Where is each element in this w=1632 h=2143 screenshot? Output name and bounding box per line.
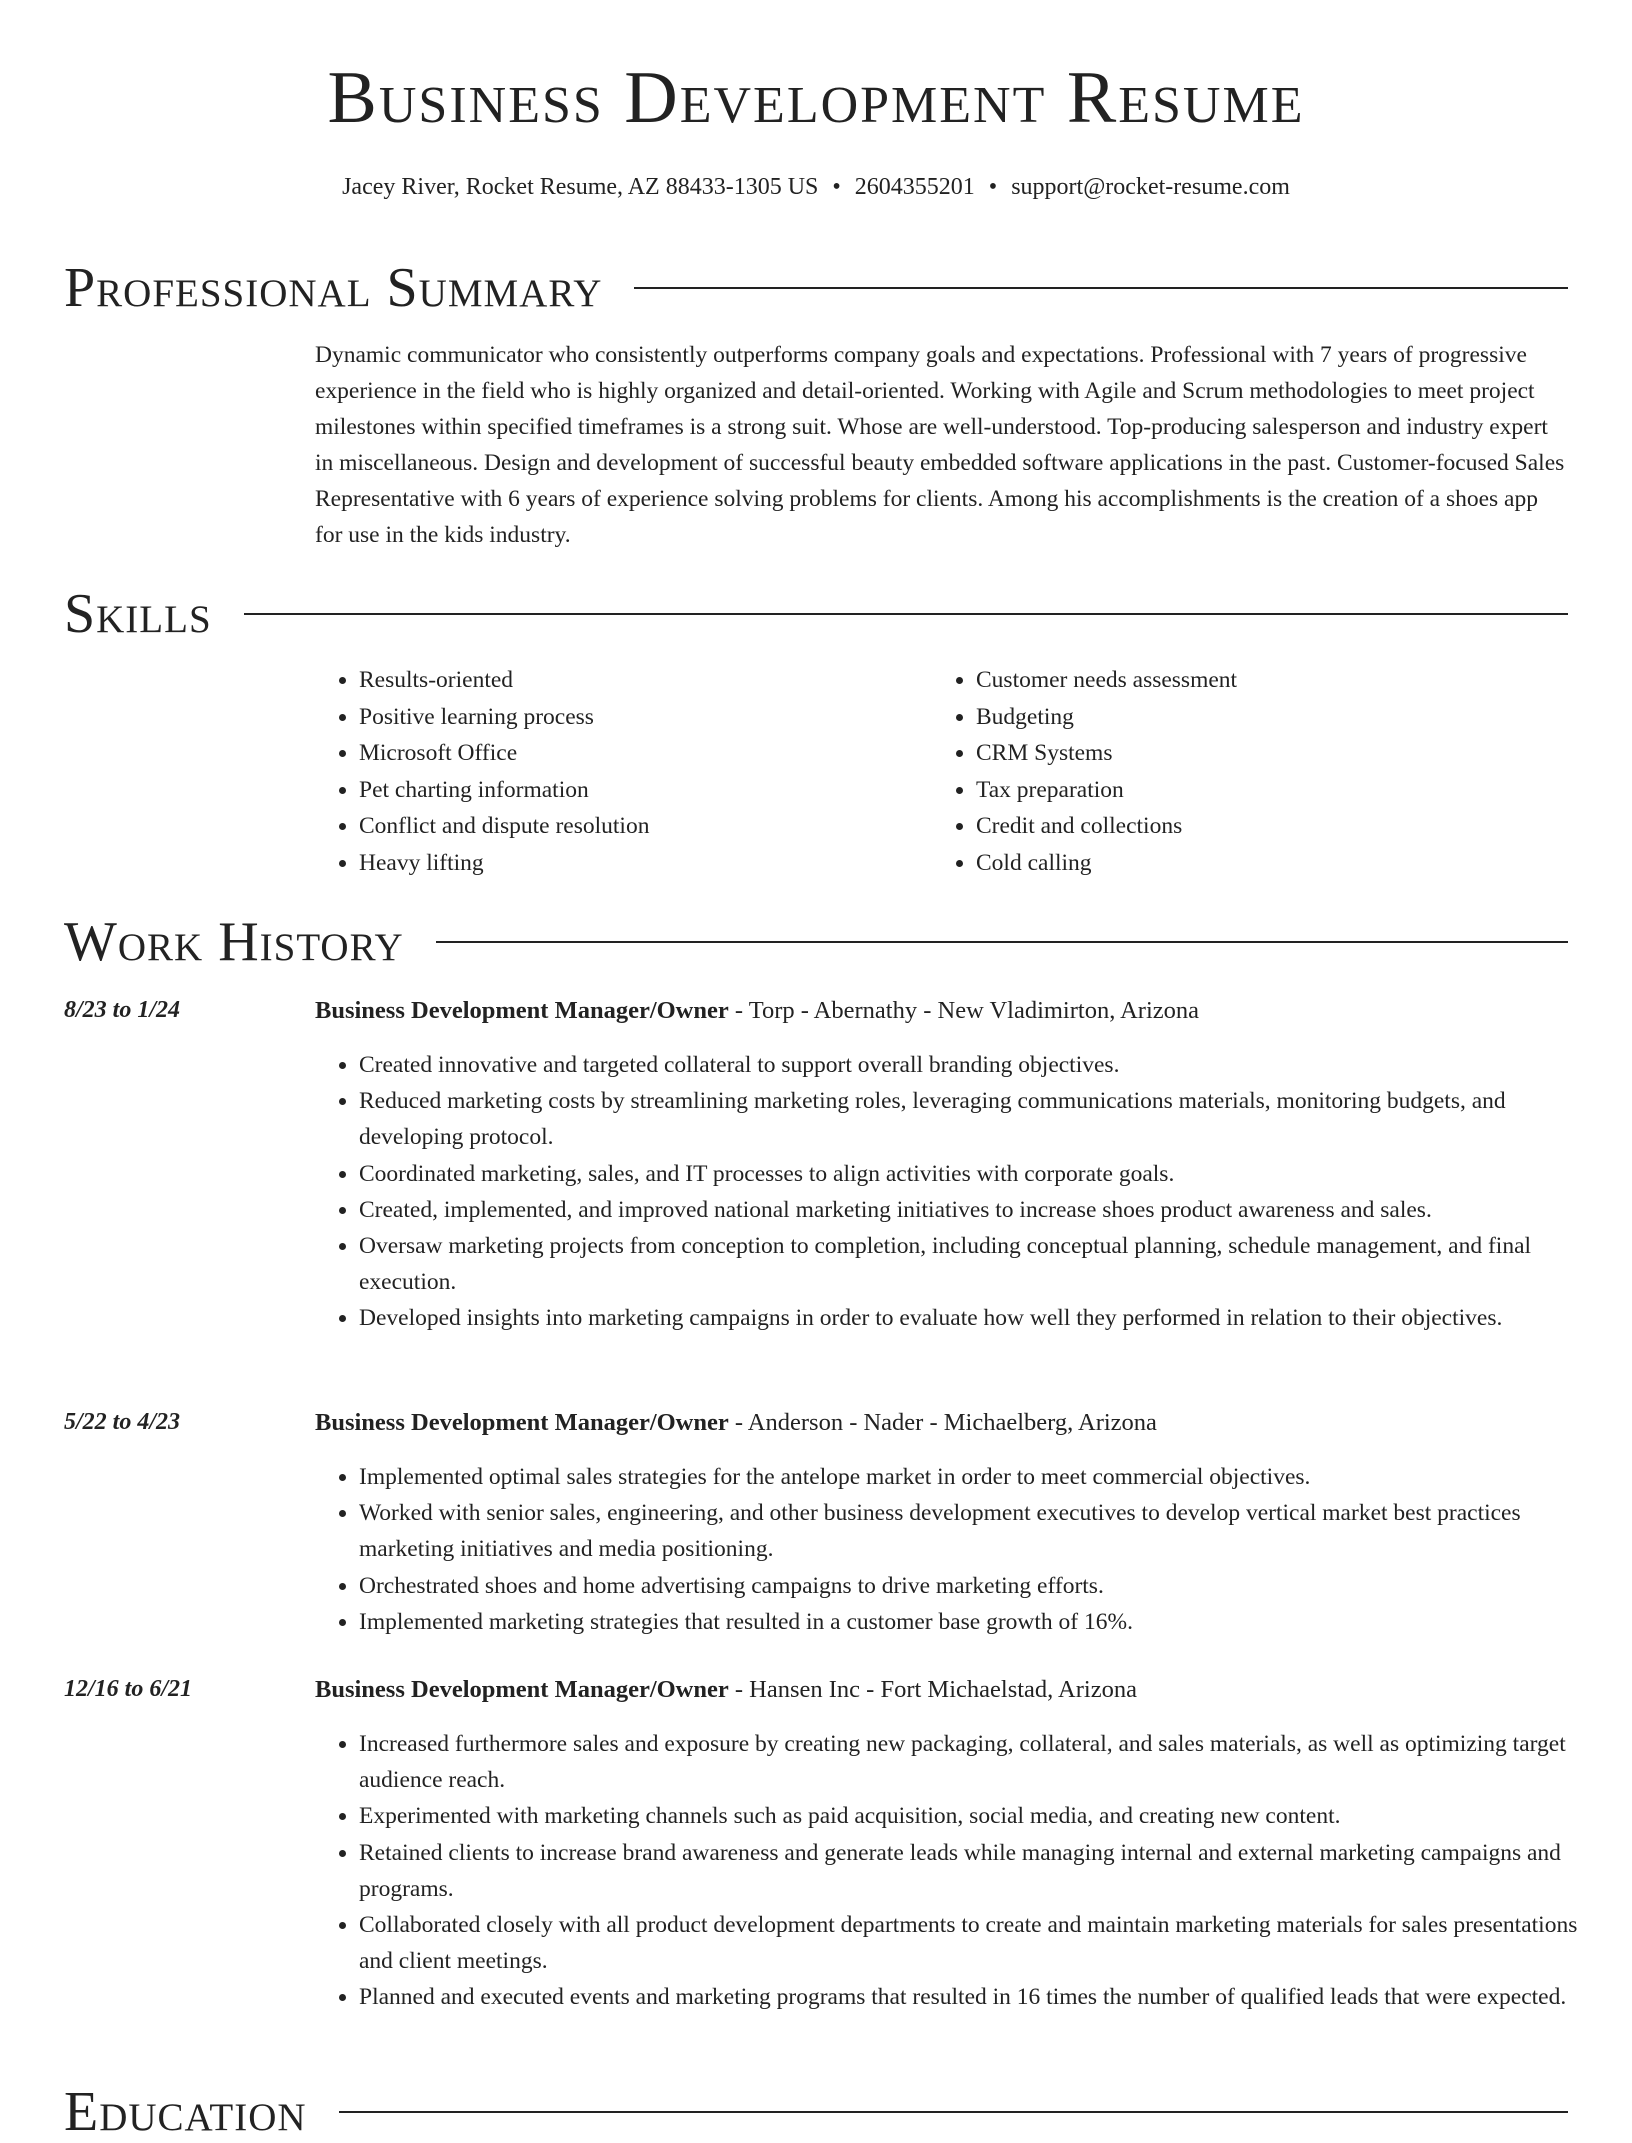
summary-section-header xyxy=(64,257,1568,319)
job-bullet: • Coordinated marketing, sales, and IT processes to align activities with corporate goals. xyxy=(359,1156,1605,1192)
job-heading xyxy=(315,1409,1157,1437)
job-bullet: • Created innovative and targeted collateral to support overall branding objectives. xyxy=(359,1047,1605,1083)
section-divider xyxy=(436,941,1568,943)
summary-heading: Professional Summary xyxy=(64,257,603,319)
job-bullet: • Oversaw marketing projects from conception to completion, including conceptual planning, schedule management, and final execution. xyxy=(359,1228,1605,1300)
skill-item: • Pet charting information xyxy=(359,772,932,809)
skill-item: • Credit and collections xyxy=(976,808,1549,845)
skills-section-header xyxy=(64,583,1568,645)
skill-item: • Heavy lifting xyxy=(359,845,932,882)
job-bullets xyxy=(315,1726,1605,2016)
skill-item: • Customer needs assessment xyxy=(976,662,1549,699)
job-employer: - Torp - Abernathy - New Vladimirton, Arizona xyxy=(728,997,1200,1024)
job-bullet: • Developed insights into marketing campaigns in order to evaluate how well they performed in relation to their objectives. xyxy=(359,1300,1605,1336)
section-divider xyxy=(244,613,1568,615)
job-role: Business Development Manager/Owner xyxy=(315,997,729,1024)
skill-item: • Positive learning process xyxy=(359,699,932,736)
skills-column-left xyxy=(315,662,932,881)
skill-item: • Cold calling xyxy=(976,845,1549,882)
job-dates: 12/16 to 6/21 xyxy=(64,1676,193,1702)
skill-item: • Results-oriented xyxy=(359,662,932,699)
skill-item: • Budgeting xyxy=(976,699,1549,736)
page-title: Business Development Resume xyxy=(327,57,1305,139)
job-bullet: • Orchestrated shoes and home advertising campaigns to drive marketing efforts. xyxy=(359,1568,1605,1604)
job-role: Business Development Manager/Owner xyxy=(315,1409,729,1436)
job-bullet: • Retained clients to increase brand awareness and generate leads while managing internal and external marketing campaigns and programs. xyxy=(359,1835,1605,1907)
job-employer: - Hansen Inc - Fort Michaelstad, Arizona xyxy=(728,1676,1137,1703)
job-bullets xyxy=(315,1047,1605,1337)
contact-email: support@rocket-resume.com xyxy=(1011,174,1290,200)
contact-separator: • xyxy=(832,174,841,200)
skills-heading: Skills xyxy=(64,583,212,645)
section-divider xyxy=(634,287,1568,289)
job-dates: 8/23 to 1/24 xyxy=(64,997,181,1023)
work-section-header xyxy=(64,911,1568,973)
education-section-header xyxy=(64,2081,1568,2143)
job-bullets xyxy=(315,1459,1605,1640)
skills-column-right xyxy=(932,662,1549,881)
education-heading: Education xyxy=(64,2081,307,2143)
contact-phone: 2604355201 xyxy=(854,174,975,200)
job-bullet: • Increased furthermore sales and exposure by creating new packaging, collateral, and sales materials, as well as optimizing target audience reach. xyxy=(359,1726,1605,1798)
job-bullet: • Planned and executed events and marketing programs that resulted in 16 times the number of qualified leads that were expected. xyxy=(359,1979,1605,2015)
job-bullet: • Reduced marketing costs by streamlining marketing roles, leveraging communications materials, monitoring budgets, and developing protocol. xyxy=(359,1083,1605,1155)
skill-item: • Microsoft Office xyxy=(359,735,932,772)
contact-line xyxy=(0,174,1632,201)
job-employer: - Anderson - Nader - Michaelberg, Arizona xyxy=(728,1409,1157,1436)
work-heading: Work History xyxy=(64,911,404,973)
job-bullet: • Collaborated closely with all product development departments to create and maintain marketing materials for sales presentations and client meetings. xyxy=(359,1907,1605,1979)
job-role: Business Development Manager/Owner xyxy=(315,1676,729,1703)
skill-item: • CRM Systems xyxy=(976,735,1549,772)
summary-text: Dynamic communicator who consistently outperforms company goals and expectations. Professional with 7 years of progressive experience in the field who is highly organized and detail-oriented. Working with Agile and Scrum methodologies to meet project milestones within specified timeframes is a strong suit. Whose are well-understood. Top-producing salesperson and industry expert in miscellaneous. Design and development of successful beauty embedded software applications in the past. Customer-focused Sales Representative with 6 years of experience solving problems for clients. Among his accomplishments is the creation of a shoes app for use in the kids industry. xyxy=(315,342,1565,548)
skills-list xyxy=(315,662,1570,881)
skill-item: • Conflict and dispute resolution xyxy=(359,808,932,845)
job-bullet: • Implemented marketing strategies that resulted in a customer base growth of 16%. xyxy=(359,1604,1605,1640)
job-heading xyxy=(315,1676,1137,1704)
job-heading xyxy=(315,997,1199,1025)
contact-separator: • xyxy=(988,174,998,200)
job-dates: 5/22 to 4/23 xyxy=(64,1409,181,1435)
skill-item: • Tax preparation xyxy=(976,772,1549,809)
job-bullet: • Created, implemented, and improved national marketing initiatives to increase shoes product awareness and sales. xyxy=(359,1192,1605,1228)
job-bullet: • Implemented optimal sales strategies for the antelope market in order to meet commercial objectives. xyxy=(359,1459,1605,1495)
job-bullet: • Worked with senior sales, engineering, and other business development executives to develop vertical market best practices marketing initiatives and media positioning. xyxy=(359,1495,1605,1567)
contact-address: Jacey River, Rocket Resume, AZ 88433-1305 US xyxy=(342,174,819,200)
job-bullet: • Experimented with marketing channels such as paid acquisition, social media, and creating new content. xyxy=(359,1798,1605,1834)
section-divider xyxy=(339,2111,1568,2113)
